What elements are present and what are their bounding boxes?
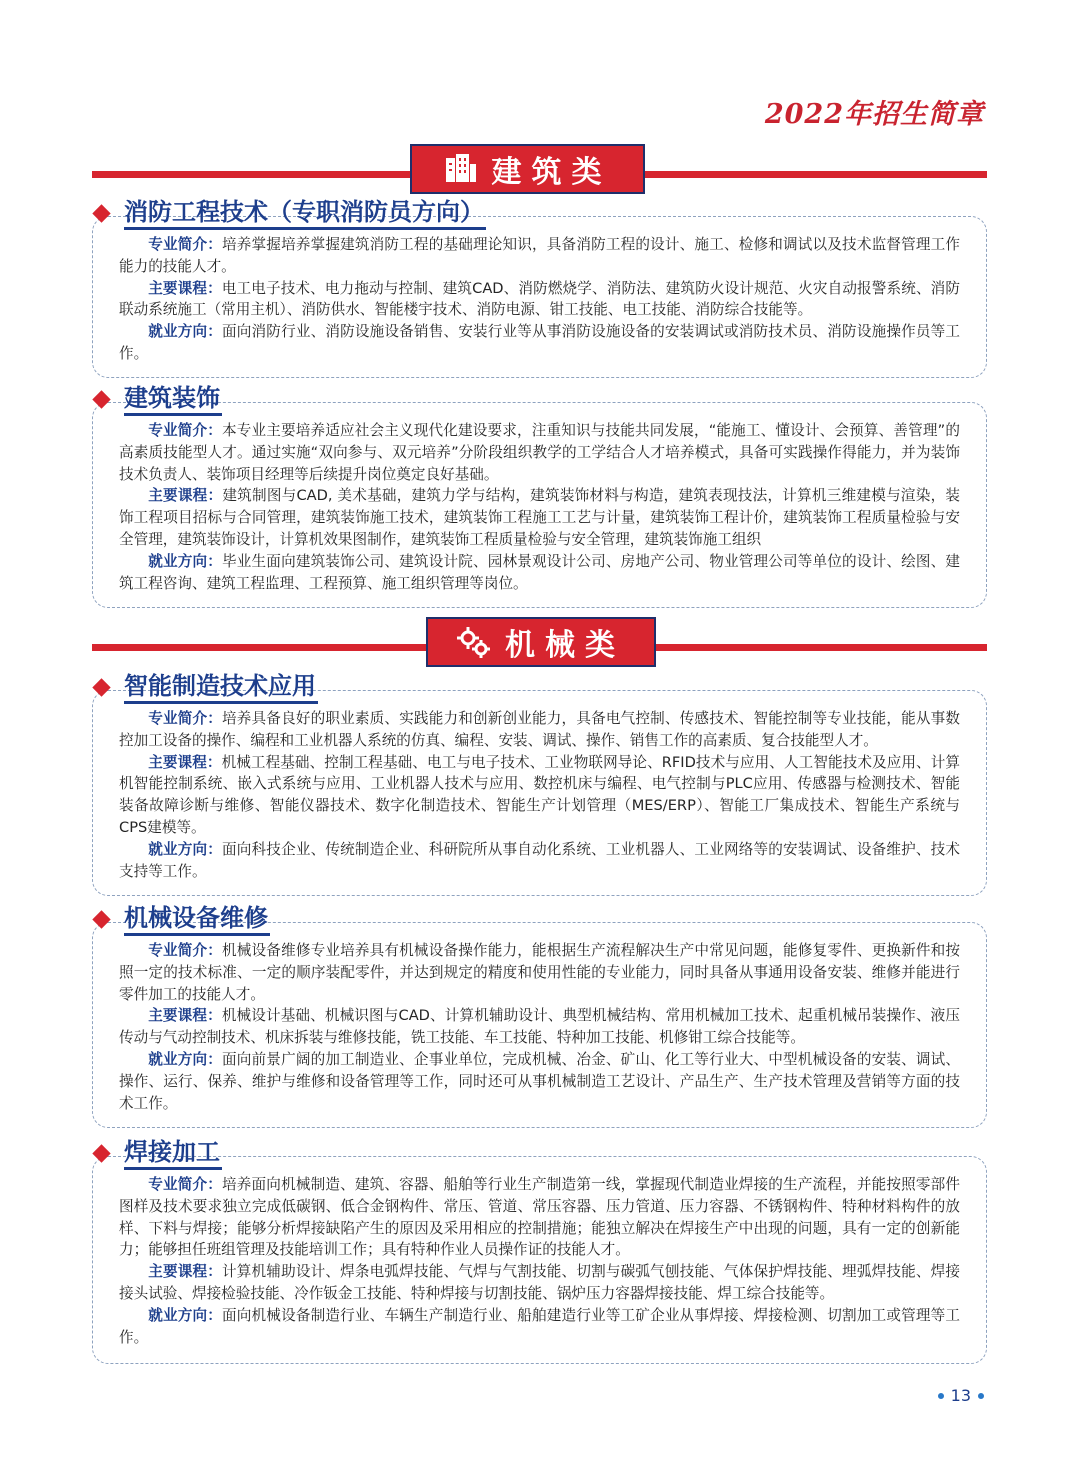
program-title-row (92, 902, 270, 936)
page-number (938, 1386, 984, 1405)
intro-label: 专业简介： (148, 1176, 223, 1193)
diamond-bullet-icon (92, 910, 110, 928)
program-section-jixieshebei (92, 902, 987, 1128)
diamond-bullet-icon (92, 678, 110, 696)
program-courses (119, 752, 960, 839)
intro-text: 培养面向机械制造、建筑、容器、船舶等行业生产制造第一线，掌握现代制造业焊接的生产流程，并能按照零部件图样及技术要求独立完成低碳钢、低合金钢构件、常压、管道、常压容器、压力管道、压力容器、不锈钢构件、特种材料构件的放样、下料与焊接；能够分析焊接缺陷产生的原因及采用相应的控制措施；能独立解决在焊接生产中出现的问题，具有一定的创新能力；能够担任班组管理及技能培训工作；具有特种作业人员操作证的技能人才。 (119, 1176, 960, 1259)
program-title-row (92, 670, 318, 704)
courses-text: 电工电子技术、电力拖动与控制、建筑CAD、消防燃烧学、消防法、建筑防火设计规范、火灾自动报警系统、消防联动系统施工（常用主机）、消防供水、智能楼宇技术、消防电源、钳工技能、电工技能、消防综合技能等。 (119, 279, 960, 319)
program-section-xiaofang (92, 196, 987, 378)
program-courses (119, 278, 960, 322)
courses-label: 主要课程： (148, 1263, 223, 1281)
gears-icon (457, 626, 491, 658)
program-jobs (119, 1305, 960, 1349)
courses-text: 机械工程基础、控制工程基础、电工与电子技术、工业物联网导论、RFID技术与应用、人工智能技术及应用、计算机智能控制系统、嵌入式系统与应用、工业机器人技术与应用、数控机床与编程、电气控制与PLC应用、传感器与检测技术、智能装备故障诊断与维修、智能仪器技术、数字化制造技术、智能生产计划管理（MES/ERP）、智能工厂集成技术、智能生产系统与CPS建模等。 (119, 753, 960, 836)
program-jobs (119, 321, 960, 365)
courses-text: 建筑制图与CAD, 美术基础，建筑力学与结构，建筑装饰材料与构造，建筑表现技法，计算机三维建模与渲染，装饰工程项目招标与合同管理，建筑装饰施工技术，建筑装饰工程施工工艺与计量，建筑装饰工程计价，建筑装饰工程质量检验与安全管理，建筑装饰设计，计算机效果图制作，建筑装饰工程质量检验与安全管理，建筑装饰施工组织 (119, 487, 960, 548)
program-title: 智能制造技术应用 (124, 671, 318, 704)
diamond-bullet-icon (92, 1144, 110, 1162)
program-intro (119, 708, 960, 752)
program-courses (119, 485, 960, 550)
courses-text: 计算机辅助设计、焊条电弧焊技能、气焊与气割技能、切割与碳弧气刨技能、气体保护焊技能、埋弧焊技能、焊接接头试验、焊接检验技能、冷作钣金工技能、特种焊接与切割技能、锅炉压力容器焊接技能、焊工综合技能等。 (119, 1263, 960, 1302)
jobs-label: 就业方向： (148, 1050, 223, 1068)
program-intro (119, 420, 960, 485)
program-body (119, 420, 960, 594)
program-title: 机械设备维修 (124, 903, 270, 936)
program-body (119, 234, 960, 365)
program-body (119, 1174, 960, 1348)
courses-label: 主要课程： (148, 279, 222, 297)
page-header-title: 2022年招生简章 (764, 99, 984, 130)
jobs-label: 就业方向： (148, 840, 223, 858)
jobs-text: 面向机械设备制造行业、车辆生产制造行业、船舶建造行业等工矿企业从事焊接、焊接检测、切割加工或管理等工作。 (119, 1306, 960, 1346)
intro-text: 培养掌握培养掌握建筑消防工程的基础理论知识，具备消防工程的设计、施工、检修和调试以及技术监督管理工作能力的技能人才。 (119, 236, 960, 275)
banner-box (426, 617, 656, 667)
category-banner-jixie (92, 617, 987, 667)
program-section-zhinengzhizao (92, 670, 987, 896)
program-jobs (119, 1049, 960, 1114)
jobs-label: 就业方向： (148, 1306, 223, 1324)
program-courses (119, 1005, 960, 1049)
intro-label: 专业简介： (148, 236, 223, 253)
diamond-bullet-icon (92, 390, 110, 408)
banner-box (410, 144, 645, 194)
jobs-text: 面向消防行业、消防设施设备销售、安装行业等从事消防设施设备的安装调试或消防技术员、消防设施操作员等工作。 (119, 323, 960, 362)
building-icon (444, 154, 478, 184)
program-courses (119, 1261, 960, 1305)
program-title-row (92, 382, 222, 416)
courses-label: 主要课程： (148, 753, 222, 771)
program-jobs (119, 839, 960, 883)
program-jobs (119, 551, 960, 595)
jobs-label: 就业方向： (148, 552, 223, 570)
program-title-row (92, 196, 486, 230)
jobs-text: 面向科技企业、传统制造企业、科研院所从事自动化系统、工业机器人、工业网络等的安装调试、设备维护、技术支持等工作。 (119, 840, 960, 880)
program-body (119, 708, 960, 882)
banner-label: 机械类 (505, 628, 625, 663)
dot-icon (978, 1393, 984, 1399)
intro-label: 专业简介： (148, 710, 223, 727)
courses-label: 主要课程： (148, 487, 223, 505)
program-section-hanjie (92, 1136, 987, 1364)
program-body (119, 940, 960, 1114)
intro-text: 本专业主要培养适应社会主义现代化建设要求，注重知识与技能共同发展，“能施工、懂设计、会预算、善管理”的高素质技能型人才。通过实施“双向参与、双元培养”分阶段组织教学的工学结合人才培养模式，具备可实践操作得能力，并为装饰技术负责人、装饰项目经理等后续提升岗位奠定良好基础。 (119, 422, 960, 483)
courses-text: 机械设计基础、机械识图与CAD、计算机辅助设计、典型机械结构、常用机械加工技术、起重机械吊装操作、液压传动与气动控制技术、机床拆装与维修技能，铣工技能、车工技能、特种加工技能、机修钳工综合技能等。 (119, 1007, 960, 1047)
category-banner-jianzhu (92, 144, 987, 194)
program-title-row (92, 1136, 222, 1170)
program-title: 焊接加工 (124, 1137, 222, 1170)
program-intro (119, 234, 960, 278)
jobs-text: 毕业生面向建筑装饰公司、建筑设计院、园林景观设计公司、房地产公司、物业管理公司等单位的设计、绘图、建筑工程咨询、建筑工程监理、工程预算、施工组织管理等岗位。 (119, 552, 960, 592)
intro-text: 机械设备维修专业培养具有机械设备操作能力，能根据生产流程解决生产中常见问题，能修复零件、更换新件和按照一定的技术标准、一定的顺序装配零件，并达到规定的精度和使用性能的专业能力，同时具备从事通用设备安装、维修并能进行零件加工的技能人才。 (119, 942, 960, 1003)
page-number-text: 13 (950, 1386, 971, 1405)
intro-label: 专业简介： (148, 422, 222, 439)
program-title: 建筑装饰 (124, 383, 222, 416)
program-intro (119, 940, 960, 1005)
diamond-bullet-icon (92, 204, 110, 222)
courses-label: 主要课程： (148, 1007, 222, 1025)
jobs-text: 面向前景广阔的加工制造业、企事业单位，完成机械、冶金、矿山、化工等行业大、中型机械设备的安装、调试、操作、运行、保养、维护与维修和设备管理等工作，同时还可从事机械制造工艺设计、产品生产、生产技术管理及营销等方面的技术工作。 (119, 1050, 960, 1112)
banner-label: 建筑类 (491, 155, 612, 190)
program-title: 消防工程技术（专职消防员方向） (124, 197, 486, 230)
jobs-label: 就业方向： (148, 323, 223, 341)
dot-icon (938, 1393, 944, 1399)
program-intro (119, 1174, 960, 1261)
intro-label: 专业简介： (148, 942, 223, 959)
intro-text: 培养具备良好的职业素质、实践能力和创新创业能力，具备电气控制、传感技术、智能控制等专业技能，能从事数控加工设备的操作、编程和工业机器人系统的仿真、编程、安装、调试、操作、销售工作的高素质、复合技能型人才。 (119, 710, 960, 749)
program-section-jianzhuzhuangshi (92, 382, 987, 608)
